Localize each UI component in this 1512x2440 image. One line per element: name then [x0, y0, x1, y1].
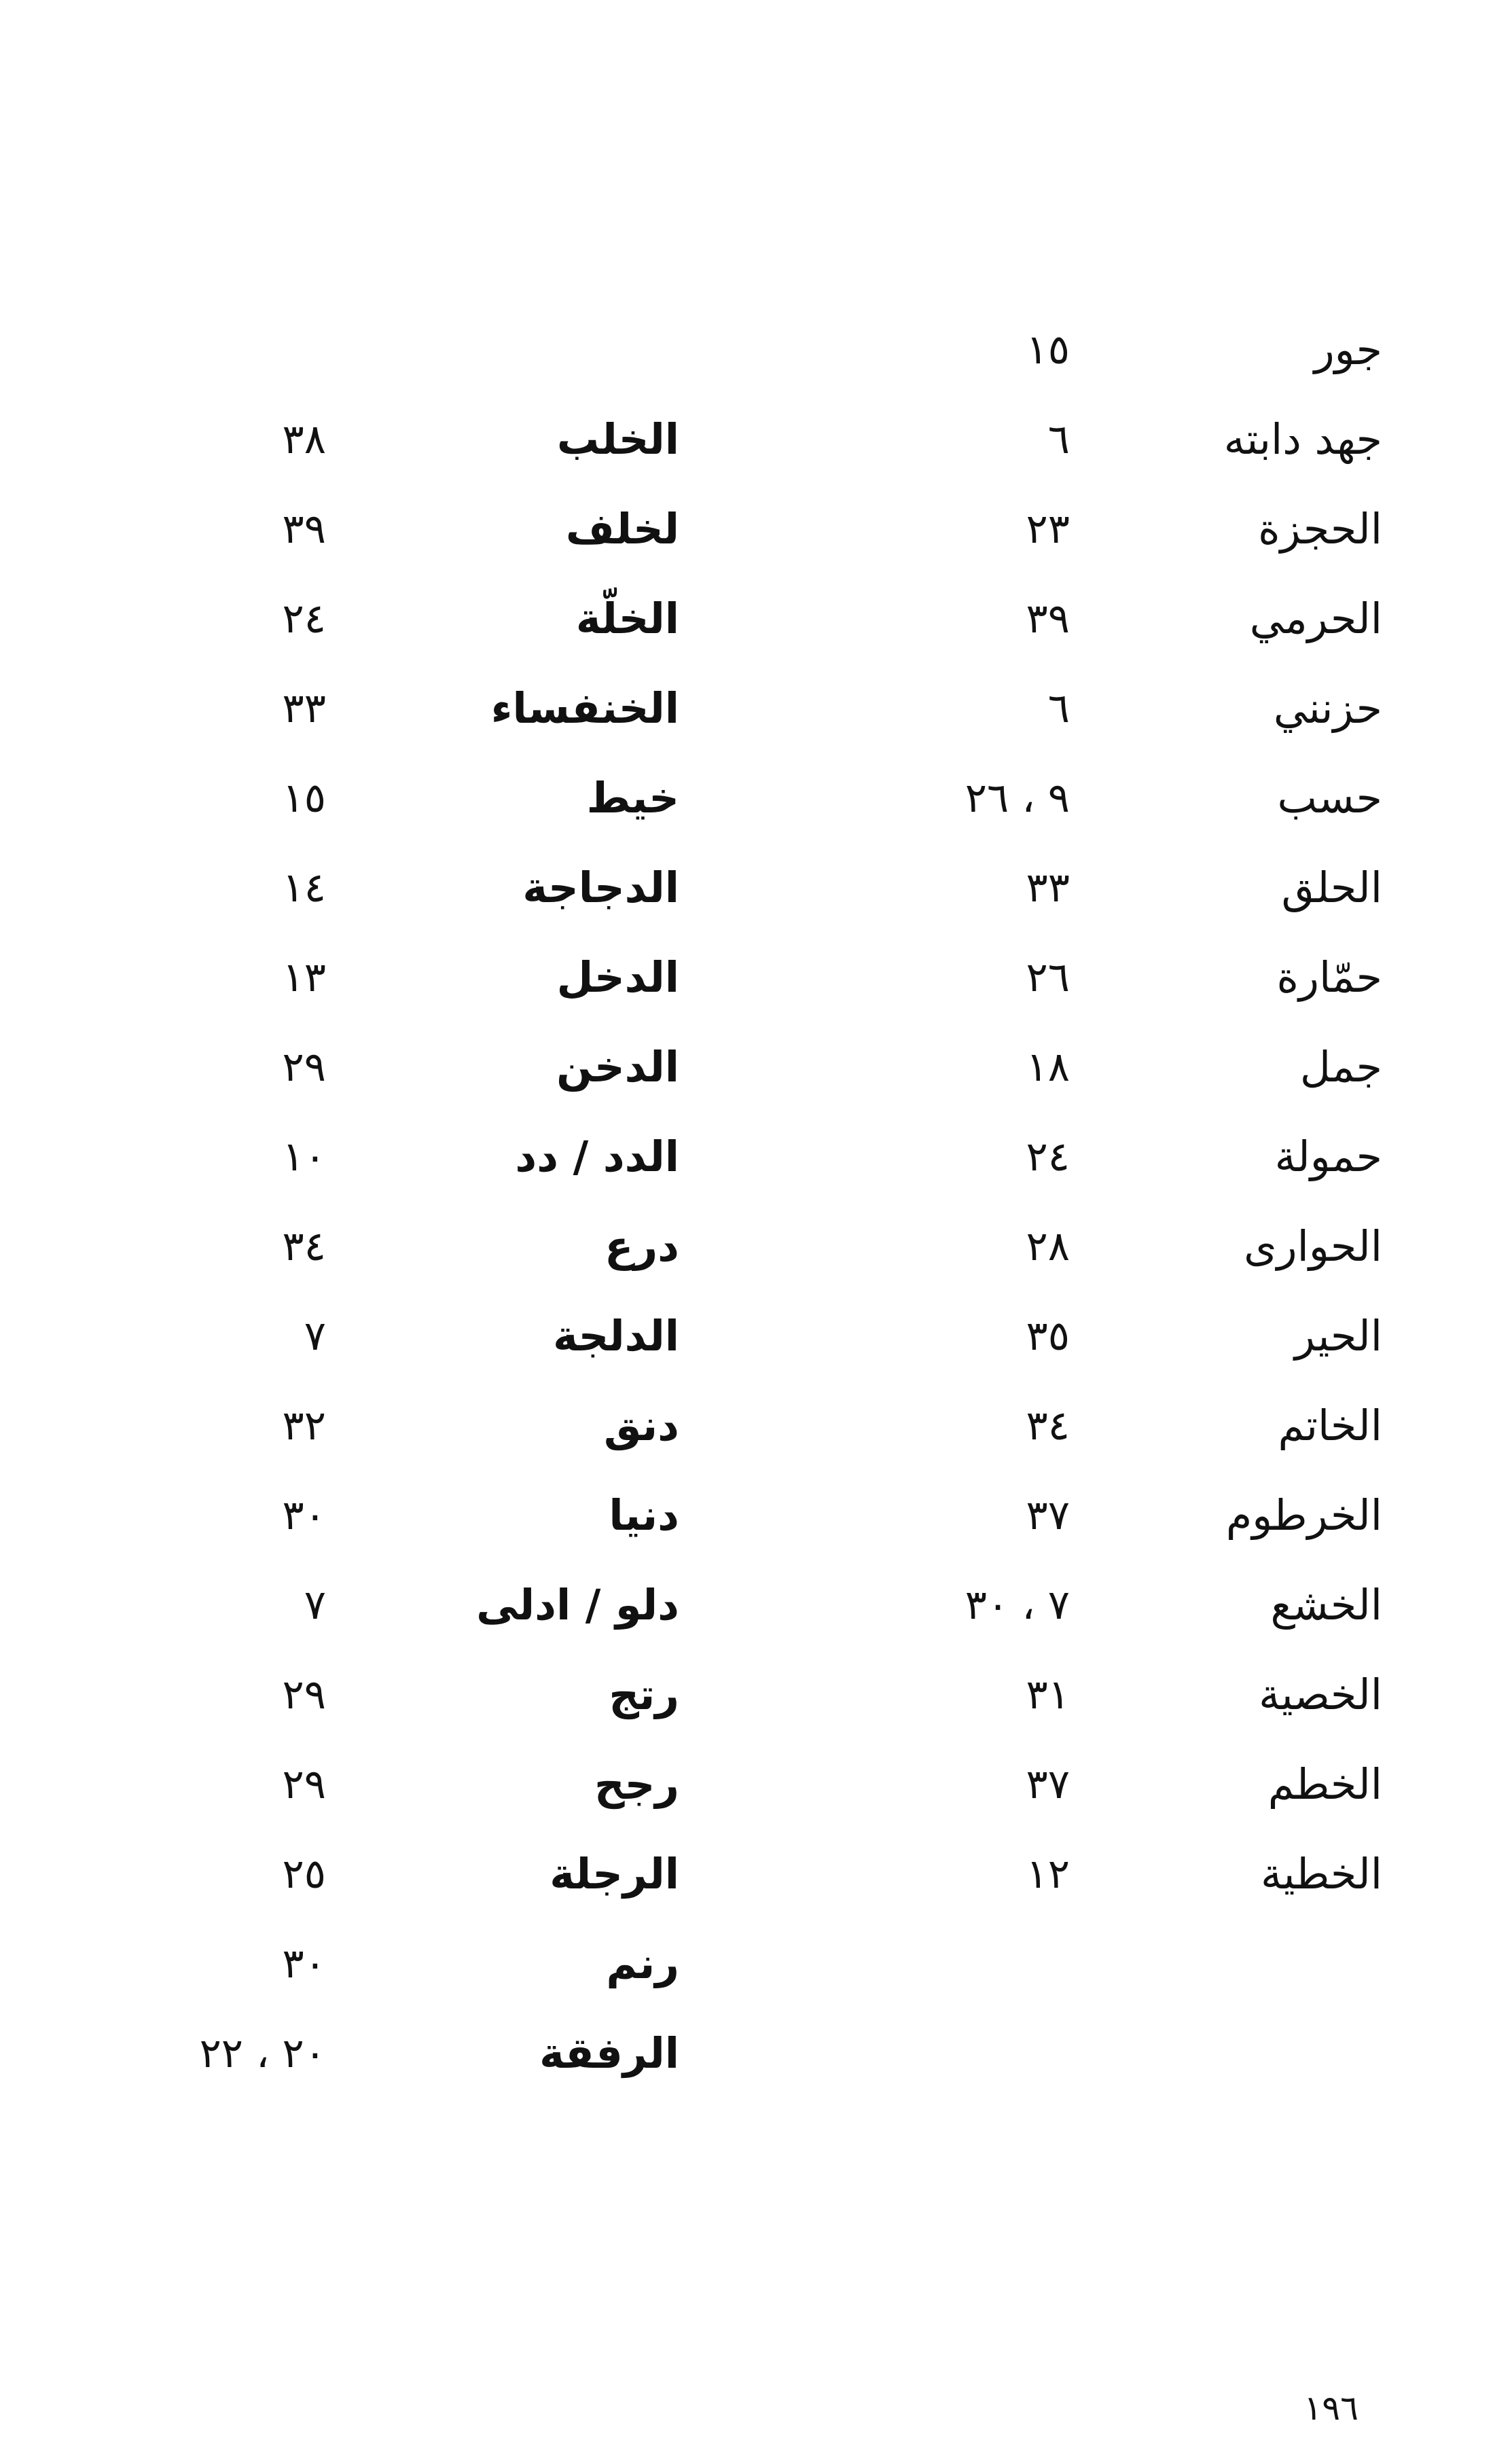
index-page-ref: ٢٠ ، ٢٢ [199, 2030, 326, 2077]
index-page-ref: ١٥ [1026, 326, 1070, 374]
index-term: رتج [609, 1670, 679, 1719]
index-term: رجح [594, 1759, 679, 1809]
index-term: رنم [606, 1939, 679, 1988]
index-term: الخلب [556, 414, 679, 464]
index-term: خيط [586, 773, 679, 823]
index-term: الدلجة [553, 1311, 679, 1361]
index-term: الخنفساء [490, 683, 679, 733]
page-number: ١٩٦ [1303, 2388, 1358, 2428]
index-page-ref: ٧ ، ٣٠ [965, 1581, 1070, 1629]
index-page-ref: ٩ ، ٢٦ [965, 774, 1070, 822]
index-term: الخشع [1270, 1580, 1382, 1630]
index-term: دلو / ادلى [476, 1580, 679, 1630]
index-page-ref: ١٠ [282, 1133, 326, 1181]
index-page-ref: ٢٥ [282, 1850, 326, 1898]
index-page-ref: ٣٤ [1026, 1402, 1070, 1450]
index-page-ref: ٣٨ [282, 416, 326, 463]
index-entry [0, 757, 1512, 839]
index-page-ref: ٣٠ [282, 1940, 326, 1988]
index-term: الدجاجة [522, 863, 679, 912]
index-page-ref: ٧ [304, 1312, 326, 1360]
index-page-ref: ٣٩ [1026, 595, 1070, 643]
index-page-ref: ٢٤ [1026, 1133, 1070, 1181]
index-entry [0, 2013, 1512, 2094]
index-page-ref: ١٣ [282, 954, 326, 1001]
index-term: الدد / دد [515, 1132, 679, 1181]
index-term: حمّارة [1276, 952, 1382, 1002]
index-entry [0, 399, 1512, 480]
index-page-ref: ٣٣ [1026, 864, 1070, 912]
index-term: جمل [1299, 1042, 1382, 1092]
index-page-ref: ١٨ [1026, 1043, 1070, 1091]
index-term: الدخل [556, 952, 679, 1002]
index-entry [0, 1564, 1512, 1646]
index-page-ref: ٢٦ [1026, 954, 1070, 1001]
index-page-ref: ٦ [1047, 416, 1070, 463]
index-page-ref: ٧ [304, 1581, 326, 1629]
index-term: الخرطوم [1225, 1490, 1382, 1540]
index-page-ref: ٣٩ [282, 505, 326, 553]
index-page-ref: ١٢ [1026, 1850, 1070, 1898]
index-entry [0, 1026, 1512, 1108]
index-term: دنيا [609, 1490, 679, 1540]
index-term: جور [1314, 325, 1382, 374]
index-page-ref: ٣٢ [282, 1402, 326, 1450]
index-entry [0, 1833, 1512, 1915]
index-entry [0, 1654, 1512, 1736]
index-term: حسب [1277, 773, 1382, 823]
index-term: الخلّة [575, 594, 679, 643]
index-term: الخطم [1267, 1759, 1382, 1809]
index-term: الخصية [1259, 1670, 1382, 1719]
index-entry [0, 1295, 1512, 1377]
index-term: الخاتم [1278, 1401, 1382, 1450]
index-page-ref: ٢٩ [282, 1761, 326, 1808]
index-entry [0, 668, 1512, 749]
index-page-ref: ٢٩ [282, 1043, 326, 1091]
index-page-ref: ٢٣ [1026, 505, 1070, 553]
index-page-ref: ٣٤ [282, 1223, 326, 1270]
index-page-ref: ٣٠ [282, 1492, 326, 1539]
index-page-ref: ٣٥ [1026, 1312, 1070, 1360]
index-term: الحلق [1281, 863, 1382, 912]
index-term: لخلف [565, 504, 679, 554]
index-entry [0, 1744, 1512, 1825]
index-term: حزنني [1273, 683, 1382, 733]
index-entry [0, 1385, 1512, 1467]
index-term: الحجزة [1258, 504, 1382, 554]
index-entry [0, 1206, 1512, 1287]
index-page-ref: ٣١ [1026, 1671, 1070, 1719]
index-term: حمولة [1274, 1132, 1382, 1181]
index-term: درع [605, 1221, 679, 1271]
index-term: الدخن [556, 1042, 679, 1092]
index-entry [0, 1475, 1512, 1556]
index-term: الحرمي [1249, 594, 1382, 643]
index-entry [0, 1923, 1512, 2005]
index-entry [0, 847, 1512, 929]
index-page-ref: ٢٨ [1026, 1223, 1070, 1270]
index-term: الرجلة [550, 1849, 679, 1899]
index-entry [0, 1116, 1512, 1198]
index-page-ref: ٢٤ [282, 595, 326, 643]
index-page-ref: ٣٣ [282, 685, 326, 732]
index-term: الحير [1294, 1311, 1382, 1361]
index-entry [0, 488, 1512, 570]
index-entry [0, 309, 1512, 391]
index-entry [0, 937, 1512, 1018]
index-page-ref: ١٥ [282, 774, 326, 822]
index-page-ref: ١٤ [282, 864, 326, 912]
index-page-ref: ٢٩ [282, 1671, 326, 1719]
index-page-ref: ٣٧ [1026, 1761, 1070, 1808]
index-term: دنق [604, 1401, 679, 1450]
index-page-ref: ٣٧ [1026, 1492, 1070, 1539]
index-term: جهد دابته [1223, 414, 1382, 464]
index-entry [0, 578, 1512, 660]
index-term: الخطية [1261, 1849, 1382, 1899]
index-term: الحوارى [1244, 1221, 1382, 1271]
index-term: الرفقة [539, 2028, 679, 2078]
index-page-ref: ٦ [1047, 685, 1070, 732]
